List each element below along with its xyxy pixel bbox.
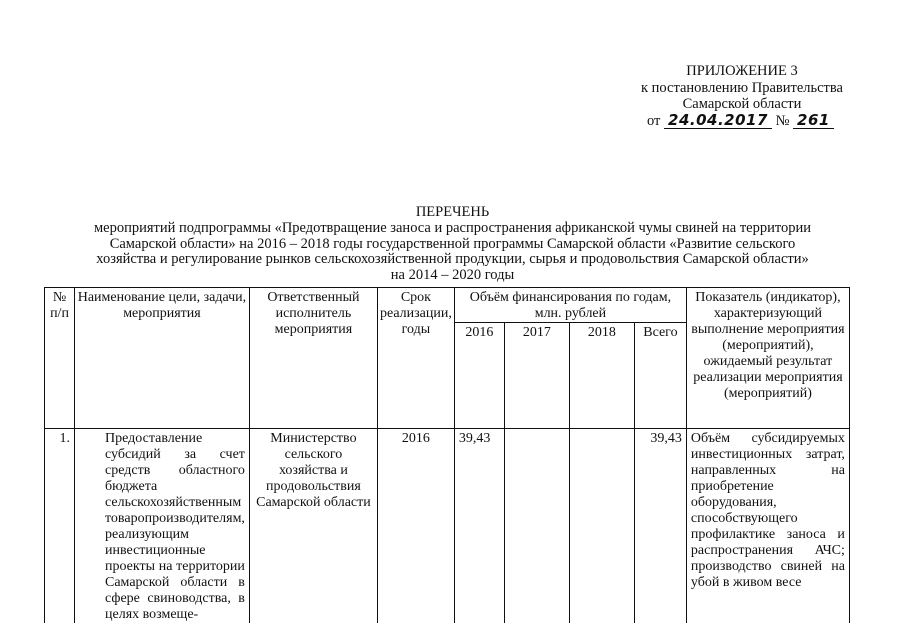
title-line-2: Самарской области» на 2016 – 2018 годы государственной программы Самарской области «Развитие сельского xyxy=(109,235,796,252)
row-value-2018 xyxy=(569,429,634,624)
title-line-3: хозяйства и регулирование рынков сельскохозяйственной продукции, сырья и продовольствия Самарской области» xyxy=(96,251,809,268)
table-header-row xyxy=(45,288,850,323)
appendix-date-number xyxy=(641,110,843,130)
appendix-line-2: к постановлению Правительства xyxy=(641,79,843,96)
title-heading: ПЕРЕЧЕНЬ xyxy=(415,204,490,220)
appendix-block xyxy=(641,63,843,129)
header-executor: Ответственный исполнитель мероприятия xyxy=(249,288,377,429)
date-prefix: от xyxy=(647,112,661,129)
table-row xyxy=(45,429,850,624)
header-total: Всего xyxy=(634,323,686,429)
row-executor: Министерство сельского хозяйства и продовольствия Самарской области xyxy=(249,429,377,624)
handwritten-date: 24.04.2017 xyxy=(664,113,772,129)
header-year-2018: 2018 xyxy=(569,323,634,429)
header-indicator: Показатель (индикатор), характеризующий выполнение мероприятия (мероприятий), ожидаемый результат реализации мероприятия (мероприятий) xyxy=(686,288,849,429)
title-line-1: мероприятий подпрограммы «Предотвращение заноса и распространения африканской чумы свиней на территории xyxy=(93,219,812,236)
header-funding: Объём финансирования по годам, млн. рублей xyxy=(454,288,686,323)
row-term: 2016 xyxy=(377,429,454,624)
row-value-total: 39,43 xyxy=(634,429,686,624)
handwritten-number: 261 xyxy=(793,113,834,129)
header-year-2017: 2017 xyxy=(504,323,569,429)
row-name: Предоставление субсидий за счет средств областного бюджета сельскохозяйственным товаропроизводителям, реализующим инвестиционные проекты на территории Самарской области в сфере свиноводства, в целях возмеще- xyxy=(75,429,250,624)
header-name: Наименование цели, задачи, мероприятия xyxy=(75,288,250,429)
appendix-line-3: Самарской области xyxy=(682,96,802,112)
measures-table xyxy=(44,287,850,623)
number-prefix: № xyxy=(775,112,790,129)
row-num: 1. xyxy=(45,429,75,624)
title-line-4: на 2014 – 2020 годы xyxy=(390,267,515,284)
header-term: Срок реализации, годы xyxy=(377,288,454,429)
row-value-2017 xyxy=(504,429,569,624)
appendix-title: ПРИЛОЖЕНИЕ 3 xyxy=(686,63,798,79)
header-year-2016: 2016 xyxy=(454,323,504,429)
row-indicator: Объём субсидируемых инвестиционных затрат, направленных на приобретение оборудования, способствующего профилактике заноса и распространения АЧС; производство свиней на убой в живом весе xyxy=(686,429,849,624)
header-num: № п/п xyxy=(45,288,75,429)
document-title xyxy=(0,205,905,284)
row-value-2016: 39,43 xyxy=(454,429,504,624)
